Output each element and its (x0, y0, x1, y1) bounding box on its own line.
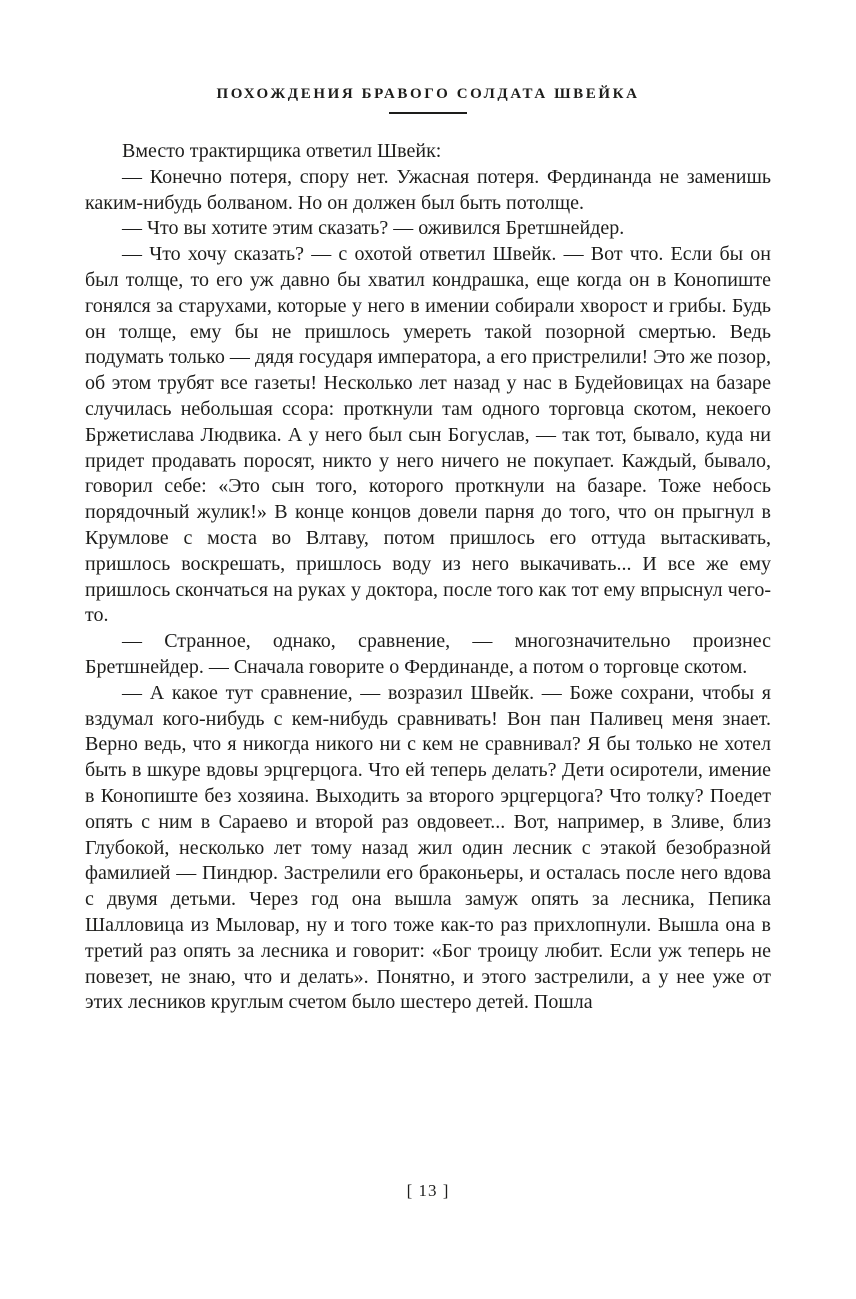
running-header-title: ПОХОЖДЕНИЯ БРАВОГО СОЛДАТА ШВЕЙКА (216, 86, 640, 102)
paragraph: — Конечно потеря, спору нет. Ужасная потеря. Фердинанда не заменишь каким-нибудь болваном. Но он должен был быть потолще. (85, 165, 771, 214)
paragraph: — Что вы хотите этим сказать? — оживился Бретшнейдер. (122, 217, 625, 240)
paragraph: — А какое тут сравнение, — возразил Швейк. — Боже сохрани, чтобы я вздумал кого-нибудь с кем-нибудь сравнивать! Вон пан Паливец меня знает. Верно ведь, что я никогда никого ни с кем не сравнивал? Я бы только не хотел быть в шкуре вдовы эрцгерцога. Что ей теперь делать? Дети осиротели, имение в Конопиште без хозяина. Выходить за второго эрцгерцога? Что толку? Поедет опять с ним в Сараево и второй раз овдовеет... Вот, например, в Зливе, близ Глубокой, несколько лет тому назад жил один лесник с этакой безобразной фамилией — Пиндюр. Застрелили его браконьеры, и осталась после него вдова с двумя детьми. Через год она вышла замуж опять за лесника, Пепика Шалловица из Мыловар, ну и того тоже как-то раз прихлопнули. Вышла она в третий раз опять за лесника и говорит: «Бог троицу любит. Если уж теперь не повезет, не знаю, что и делать». Понятно, и этого застрелили, а у нее уже от этих лесников круглым счетом было шестеро детей. Пошла (85, 681, 771, 1014)
paragraph: Вместо трактирщика ответил Швейк: (122, 140, 442, 162)
header-rule (389, 112, 467, 114)
paragraph: — Странное, однако, сравнение, — многозначительно произнес Бретшнейдер. — Сначала говорите о Фердинанде, а потом о торговце скотом. (85, 630, 771, 678)
page-footer (0, 1181, 856, 1201)
page-number: [ 13 ] (406, 1181, 450, 1200)
paragraph: — Что хочу сказать? — с охотой ответил Швейк. — Вот что. Если бы он был толще, то его уж давно бы хватил кондрашка, еще когда он в Конопиште гонялся за старухами, которые у него в имении собирали хворост и грибы. Будь он толще, ему бы не пришлось умереть такой позорной смертью. Ведь подумать только — дядя государя императора, а его пристрелили! Это же позор, об этом трубят все газеты! Несколько лет назад у нас в Будейовицах на базаре случилась небольшая ссора: проткнули там одного торговца скотом, некоего Бржетислава Людвика. А у него был сын Богуслав, — так тот, бывало, куда ни придет продавать поросят, никто у него ничего не покупает. Каждый, бывало, говорил себе: «Это сын того, которого проткнули на базаре. Тоже небось порядочный жулик!» В конце концов довели парня до того, что он прыгнул в Крумлове с моста во Влтаву, потом пришлось его оттуда вытаскивать, пришлось воскрешать, пришлось воду из него выкачивать... И все же ему пришлось скончаться на руках у доктора, после того как тот ему впрыснул чего-то. (85, 243, 771, 627)
running-header (85, 86, 771, 114)
page-body (85, 139, 771, 1016)
